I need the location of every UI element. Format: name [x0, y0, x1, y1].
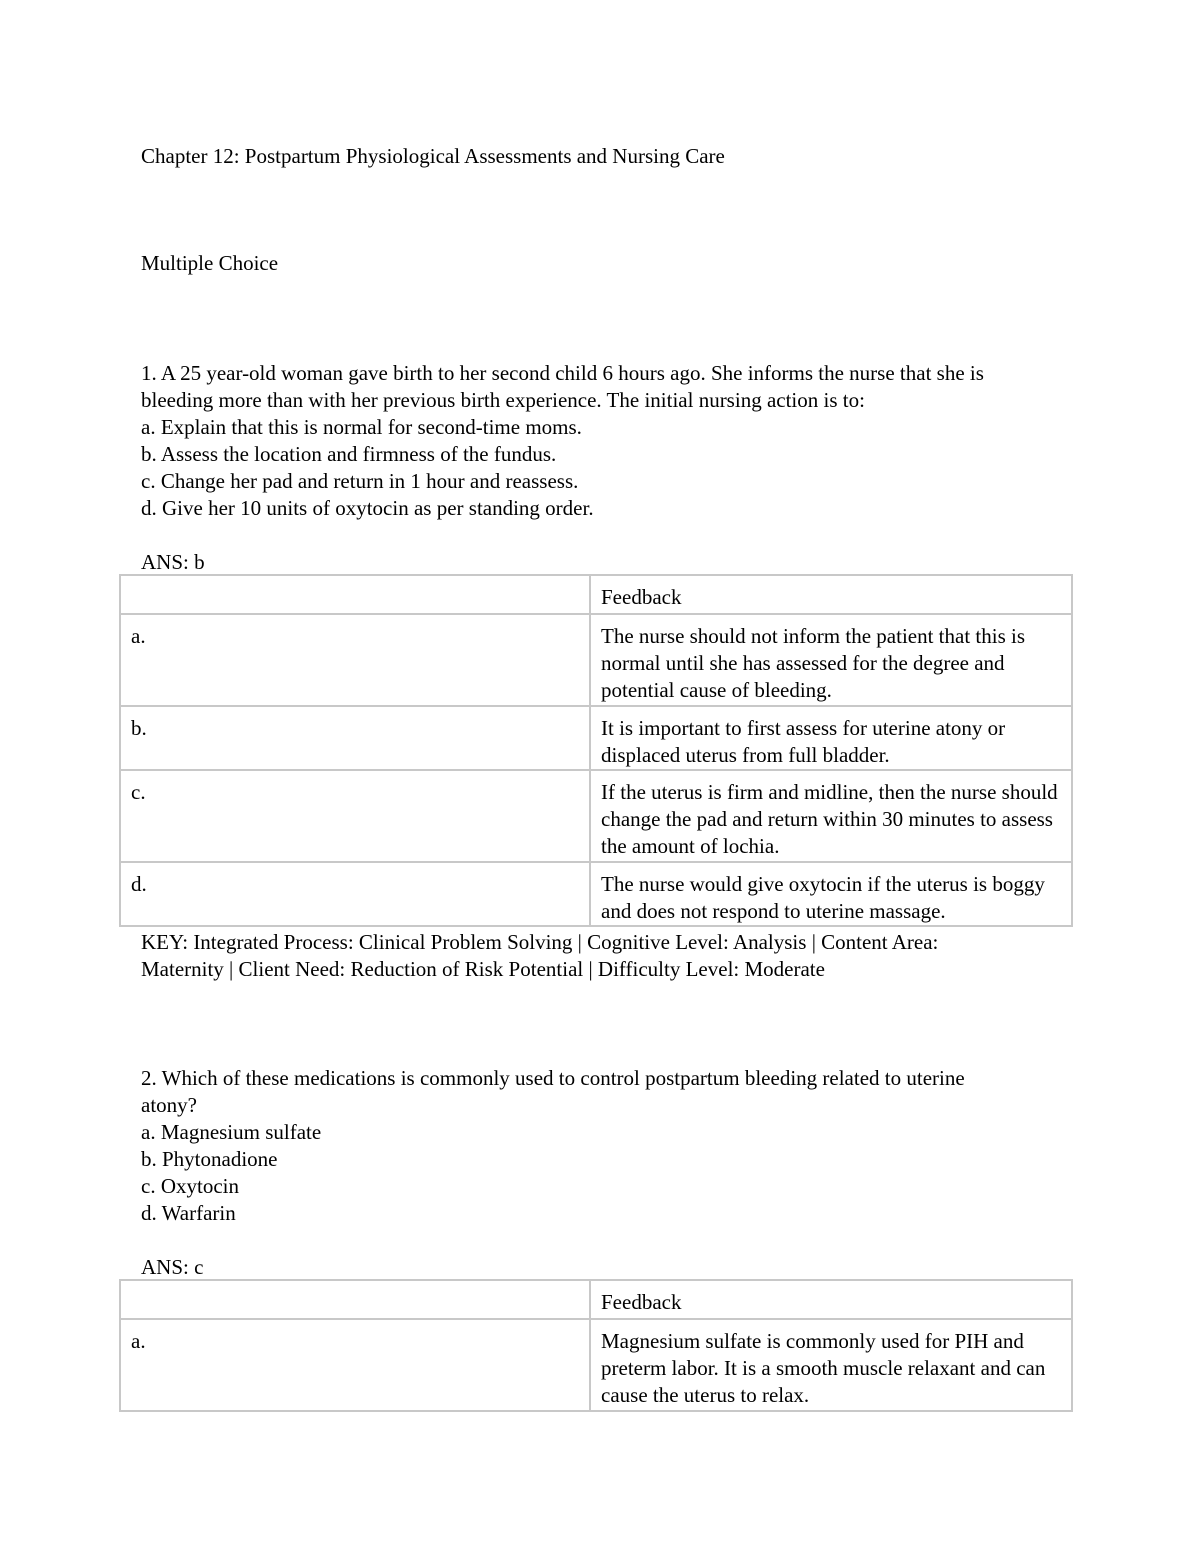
- option-b: b. Assess the location and firmness of the fundus.: [141, 442, 557, 466]
- feedback-label: a.: [120, 614, 590, 706]
- answer-1: ANS: b: [141, 550, 205, 574]
- option-a: a. Explain that this is normal for second-time moms.: [141, 415, 582, 439]
- feedback-header: Feedback: [590, 575, 1072, 614]
- feedback-line: The nurse would give oxytocin if the uterus is boggy: [601, 872, 1045, 896]
- feedback-table-1: [119, 574, 1073, 927]
- question-stem-line: bleeding more than with her previous birth experience. The initial nursing action is to:: [141, 388, 865, 412]
- question-2: [141, 1065, 1101, 1227]
- option-b: b. Phytonadione: [141, 1147, 278, 1171]
- key-line: Maternity | Client Need: Reduction of Risk Potential | Difficulty Level: Moderate: [141, 957, 825, 981]
- feedback-label: b.: [120, 706, 590, 770]
- feedback-label: d.: [120, 862, 590, 926]
- feedback-line: displaced uterus from full bladder.: [601, 743, 890, 767]
- option-c: c. Change her pad and return in 1 hour and reassess.: [141, 469, 579, 493]
- answer-2: ANS: c: [141, 1255, 204, 1279]
- option-a: a. Magnesium sulfate: [141, 1120, 322, 1144]
- feedback-line: If the uterus is firm and midline, then the nurse should: [601, 780, 1058, 804]
- feedback-line: potential cause of bleeding.: [601, 678, 832, 702]
- feedback-row: [120, 862, 1072, 926]
- feedback-header-row: [120, 575, 1072, 614]
- key-1: [141, 929, 1081, 983]
- feedback-line: Magnesium sulfate is commonly used for PIH and: [601, 1329, 1024, 1353]
- feedback-header-row: [120, 1280, 1072, 1319]
- feedback-line: It is important to first assess for uterine atony or: [601, 716, 1006, 740]
- feedback-line: preterm labor. It is a smooth muscle relaxant and can: [601, 1356, 1046, 1380]
- feedback-label: c.: [120, 770, 590, 862]
- option-d: d. Warfarin: [141, 1201, 236, 1225]
- feedback-row: [120, 706, 1072, 770]
- feedback-line: cause the uterus to relax.: [601, 1383, 810, 1407]
- option-d: d. Give her 10 units of oxytocin as per standing order.: [141, 496, 594, 520]
- feedback-line: The nurse should not inform the patient that this is: [601, 624, 1026, 648]
- feedback-line: the amount of lochia.: [601, 834, 780, 858]
- feedback-header: Feedback: [590, 1280, 1072, 1319]
- question-stem-line: atony?: [141, 1093, 197, 1117]
- question-stem-line: 1. A 25 year-old woman gave birth to her second child 6 hours ago. She informs the nurse that she is: [141, 361, 984, 385]
- feedback-row: [120, 770, 1072, 862]
- feedback-text: [590, 706, 1072, 770]
- question-1: [141, 360, 1101, 522]
- feedback-text: [590, 770, 1072, 862]
- feedback-text: [590, 862, 1072, 926]
- feedback-line: and does not respond to uterine massage.: [601, 899, 946, 923]
- chapter-title: Chapter 12: Postpartum Physiological Assessments and Nursing Care: [141, 144, 725, 168]
- feedback-line: normal until she has assessed for the degree and: [601, 651, 1005, 675]
- feedback-table-2: [119, 1279, 1073, 1412]
- question-stem-line: 2. Which of these medications is commonly used to control postpartum bleeding related to uterine: [141, 1066, 965, 1090]
- option-c: c. Oxytocin: [141, 1174, 239, 1198]
- section-heading: Multiple Choice: [141, 251, 279, 275]
- feedback-text: [590, 1319, 1072, 1411]
- feedback-text: [590, 614, 1072, 706]
- feedback-row: [120, 614, 1072, 706]
- feedback-line: change the pad and return within 30 minutes to assess: [601, 807, 1053, 831]
- key-line: KEY: Integrated Process: Clinical Problem Solving | Cognitive Level: Analysis | Content Area:: [141, 930, 939, 954]
- feedback-row: [120, 1319, 1072, 1411]
- feedback-label: a.: [120, 1319, 590, 1411]
